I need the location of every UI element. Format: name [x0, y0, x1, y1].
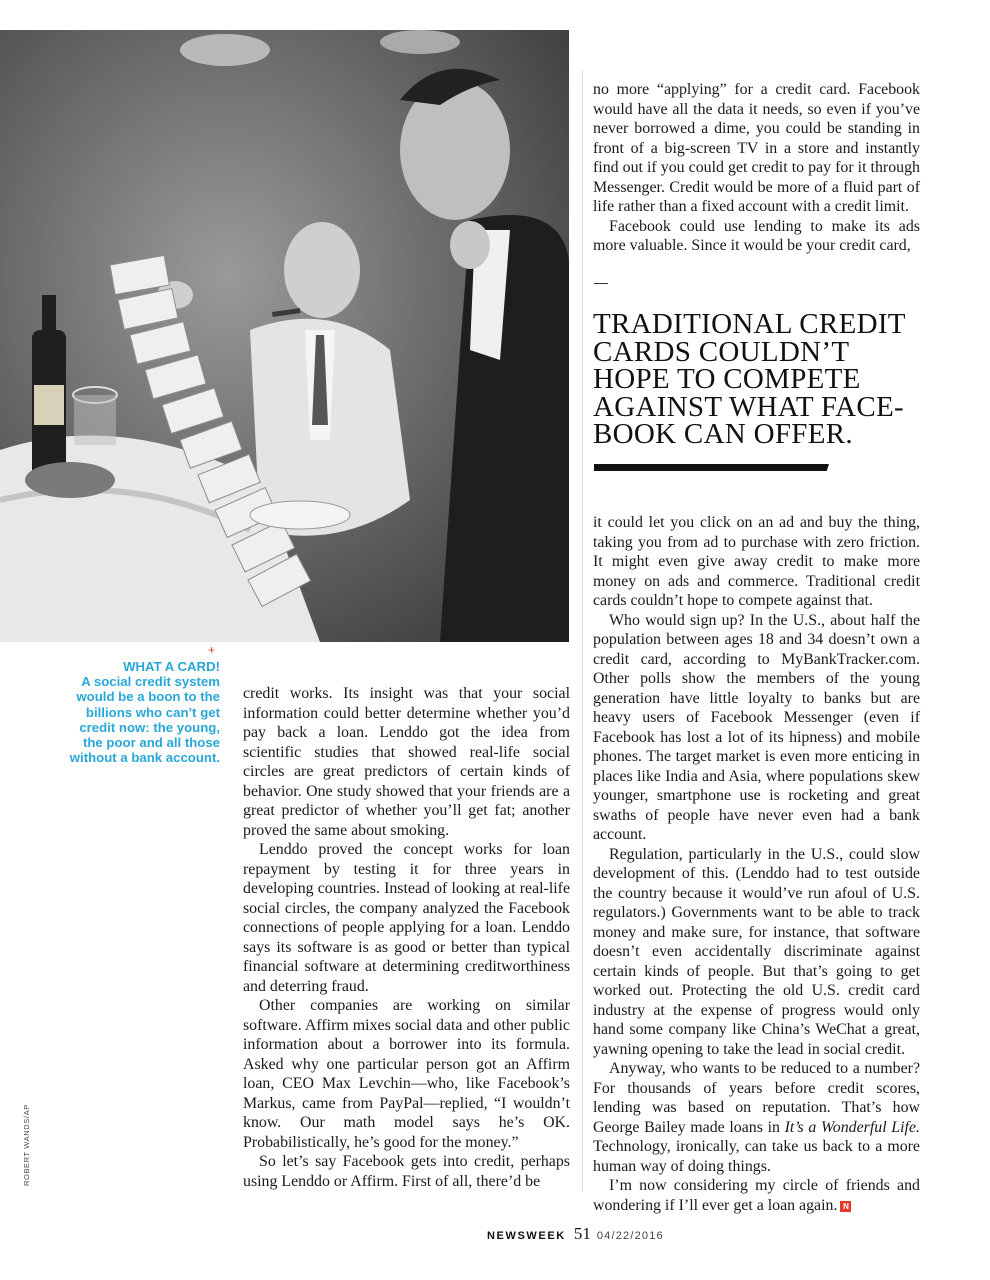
paragraph: So let’s say Facebook gets into credit, perhaps using Lenddo or Affirm. First of all, there’d be — [243, 1153, 570, 1190]
paragraph-text: Anyway, who wants to be reduced to a number? For thousands of years before credit scores, lending was based on reputation. That’s how George Bailey made loans in — [593, 1060, 920, 1136]
photo-credit: ROBERT WANDS/AP — [22, 1104, 31, 1186]
issue-date: 04/22/2016 — [596, 1230, 664, 1242]
paragraph: Lenddo proved the concept works for loan repayment by testing it for three years in developing countries. Instead of looking at real-life social circles, the company analyzed the Facebook connections of people applying for a loan. Lenddo says its software is as good or better than typical financial software at determining creditworthiness and deterring fraud. — [243, 841, 570, 995]
end-mark-icon: N — [840, 1201, 851, 1212]
paragraph: Other companies are working on similar software. Affirm mixes social data and other public information about a borrower into its formula. Asked why one particular person got an Affirm loan, CEO Max Levchin—who, like Facebook’s Markus, came from PayPal—replied, “I wouldn’t know. Our math model says he’s OK. Probabilistically, he’s good for the money.” — [243, 997, 570, 1151]
paragraph-text: I’m now considering my circle of friends and wondering if I’ll ever get a loan again. — [593, 1177, 920, 1214]
pull-quote: TRADITIONAL CREDIT CARDS COULDN’T HOPE TO COMPETE AGAINST WHAT FACE-BOOK CAN OFFER. — [593, 308, 906, 450]
right-column-bottom — [593, 513, 920, 1215]
paragraph-text: Technology, ironically, can take us back to a more human way of doing things. — [593, 1138, 920, 1175]
photo-caption — [60, 659, 220, 765]
pull-quote-dash — [594, 283, 608, 284]
paragraph: no more “applying” for a credit card. Facebook would have all the data it needs, so even if you’ve never borrowed a dime, you could be standing in front of a big-screen TV in a store and instantly find out if you could get credit to pay for it through Messenger. Credit would be more of a fluid part of life rather than a fixed account with a credit limit. — [593, 81, 920, 215]
paragraph: it could let you click on an ad and buy the thing, taking you from ad to purchase with zero friction. It might even give away credit to make more money on ads and commerce. Traditional credit cards couldn’t hope to compete against that. — [593, 514, 920, 609]
caption-text: A social credit system would be a boon to the billions who can’t get credit now: the young, the poor and all those without a bank account. — [69, 674, 220, 766]
paragraph: Facebook could use lending to make its ads more valuable. Since it would be your credit card, — [593, 217, 920, 254]
column-divider — [582, 70, 583, 1192]
left-column — [243, 684, 570, 1191]
caption-marker-icon: + — [208, 643, 216, 657]
page-number: 51 — [573, 1224, 591, 1243]
caption-headline: WHAT A CARD! — [123, 659, 220, 674]
photo-illustration — [0, 30, 569, 642]
film-title: It’s a Wonderful Life. — [784, 1118, 920, 1136]
pull-quote-rule — [594, 464, 829, 471]
magazine-name: NEWSWEEK — [487, 1230, 566, 1242]
paragraph — [593, 1176, 920, 1215]
page-footer — [487, 1224, 664, 1244]
paragraph — [593, 1059, 920, 1176]
article-photo — [0, 30, 569, 642]
paragraph: Who would sign up? In the U.S., about half the population between ages 18 and 34 doesn’t own a credit card, according to MyBankTracker.com. Other polls show the members of the young generation have little loyalty to banks but are heavy users of Facebook Messenger (even if Facebook has lost a lot of its hipness) and mobile phones. The target market is even more enticing in places like India and Asia, where populations skew younger, smartphone use is rocketing and great swaths of people have never even had a bank account. — [593, 611, 920, 843]
paragraph: Regulation, particularly in the U.S., could slow development of this. (Lenddo had to test outside the country because it would’ve run afoul of U.S. regulators.) Governments want to be able to track money and make sure, for instance, that software doesn’t even accidentally discriminate against certain kinds of people. But that’s going to get worked out. Protecting the old U.S. credit card industry at the expense of progress would only hand some company like China’s WeChat a great, yawning opening to take the lead in social credit. — [593, 845, 920, 1058]
paragraph: credit works. Its insight was that your social information could better determine whether you’d pay back a loan. Lenddo got the idea from scientific studies that showed real-life social circles are great predictors of certain kinds of behavior. One study showed that your friends are a great predictor of whether you’ll get fat; another proved the same about smoking. — [243, 685, 570, 839]
right-column-top — [593, 80, 920, 256]
